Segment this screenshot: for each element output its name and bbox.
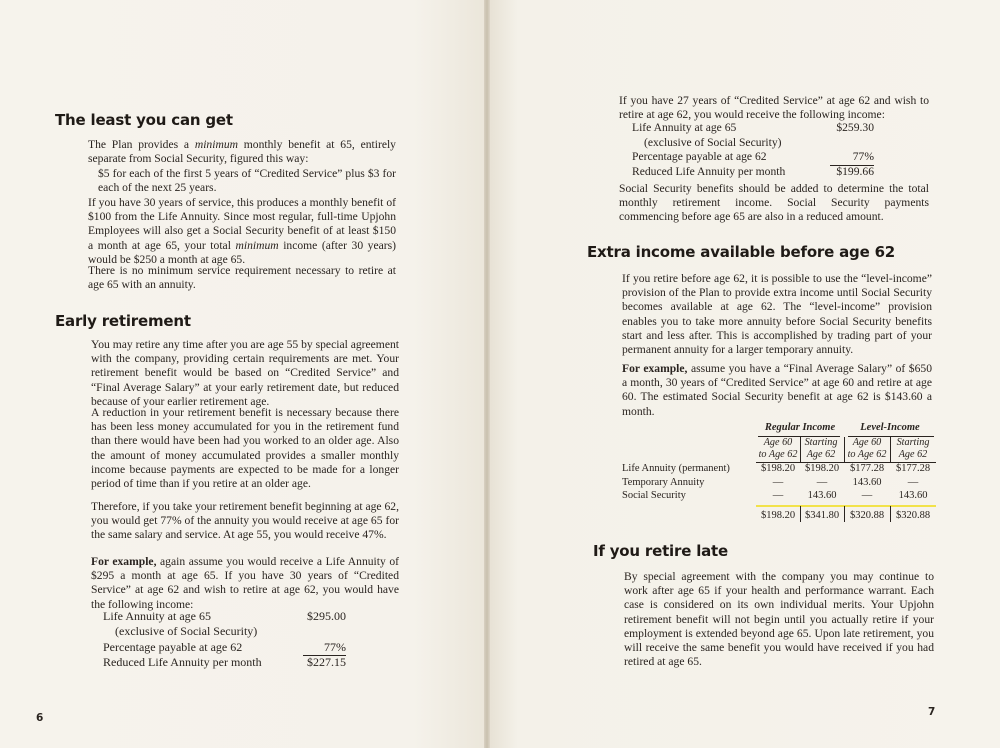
late-paragraph: By special agreement with the company you may continue to work after age 65 if your health and performance warrant. Each case is considered on its own individual merits. Your Upjohn retirement benefit will not begin until you actually retire if your employment is extended beyond age 65. Upon late retirement, you will receive the same benefit you would have received if you had retired at age 65. — [624, 570, 934, 669]
heading-early-retirement: Early retirement — [55, 312, 191, 330]
least-p3-text-end: income (after 30 years) would be $250 a month at age 65. — [88, 238, 397, 266]
intro-paragraph: If you have 27 years of “Credited Service” at age 62 and wish to retire at age 62, you would receive the following income: — [619, 94, 929, 122]
least-paragraph-3 — [88, 196, 396, 267]
social-security-note: Social Security benefits should be added to determine the total monthly retirement income. Social Security payments commencing before age 65 are also in a reduced amount. — [619, 182, 929, 224]
early-p4-text: again assume you would receive a Life Annuity of $295 a month at age 65. If you have 30 years of “Credited Service” at age 62 and wish to retire at age 62, you would have the following income: — [91, 555, 399, 611]
col-header-line1: Starting — [804, 437, 838, 448]
book-gutter — [484, 0, 490, 748]
calc-value-reduced: $199.66 — [836, 164, 874, 178]
col-header-level-age60 — [844, 437, 890, 461]
calc-label-reduced: Reduced Life Annuity per month — [103, 655, 262, 670]
table-cell: $177.28 — [849, 463, 885, 474]
early-paragraph-4 — [91, 555, 399, 612]
total-cell: $320.88 — [849, 510, 885, 521]
least-p1-text-end: monthly benefit at 65, entirely separate from Social Security, figured this way: — [88, 138, 396, 166]
least-paragraph-1 — [88, 138, 396, 166]
col-divider — [890, 506, 891, 522]
table-cell: — — [907, 477, 919, 488]
col-divider — [800, 506, 801, 522]
col-header-line2: to Age 62 — [758, 449, 798, 460]
calc-label-exclusive: (exclusive of Social Security) — [644, 135, 782, 149]
least-p1-emphasis: minimum — [194, 138, 238, 151]
total-cell: $198.20 — [760, 510, 796, 521]
calc-value-life-annuity: $259.30 — [836, 121, 874, 134]
page-number-left: 6 — [36, 712, 44, 724]
col-header-line1: Starting — [896, 437, 930, 448]
table-cell: — — [772, 490, 784, 501]
calc-value-percentage: 77% — [830, 150, 874, 166]
row-label: Temporary Annuity — [622, 477, 705, 488]
table-cell: 143.60 — [898, 490, 928, 501]
table-cell: 143.60 — [807, 490, 837, 501]
calc-value-life-annuity: $295.00 — [307, 609, 346, 623]
heading-extra-income: Extra income available before age 62 — [587, 243, 896, 261]
calc-label-reduced: Reduced Life Annuity per month — [632, 164, 786, 178]
col-divider — [844, 506, 845, 522]
calc-label-life-annuity: Life Annuity at age 65 — [632, 121, 737, 134]
extra-paragraph-2 — [622, 362, 932, 419]
table-cell: — — [861, 490, 873, 501]
col-header-line2: to Age 62 — [847, 449, 887, 460]
col-header-regular-starting62 — [800, 437, 842, 461]
right-income-calculation — [632, 121, 882, 179]
calc-label-life-annuity: Life Annuity at age 65 — [103, 609, 211, 623]
early-income-calculation — [103, 609, 353, 671]
heading-retire-late: If you retire late — [593, 542, 728, 560]
total-cell: $341.80 — [804, 510, 840, 521]
calc-value-reduced: $227.15 — [307, 655, 346, 670]
group-header-regular-income: Regular Income — [764, 422, 836, 433]
row-label: Life Annuity (permanent) — [622, 463, 730, 474]
calc-value-percentage: 77% — [303, 640, 346, 656]
table-cell: $177.28 — [895, 463, 931, 474]
table-cell: — — [816, 477, 828, 488]
col-header-line2: Age 62 — [898, 449, 928, 460]
total-highlight-rule — [756, 505, 936, 507]
group-header-level-income: Level-Income — [860, 422, 920, 433]
extra-paragraph-1: If you retire before age 62, it is possible to use the “level-income” provision of the Plan to provide extra income until Social Security becomes available at age 62. The “level-income” provision enables you to take more annuity before Social Security benefits start and less after. This is accomplished by trading part of your permanent annuity for a larger temporary annuity. — [622, 272, 932, 357]
table-cell: $198.20 — [804, 463, 840, 474]
col-header-regular-age60 — [756, 437, 800, 461]
extra-p2-lead: For example, — [622, 362, 688, 375]
table-cell: $198.20 — [760, 463, 796, 474]
total-cell: $320.88 — [895, 510, 931, 521]
extra-p2-text: assume you have a “Final Average Salary” of $650 a month, 30 years of “Credited Service” at age 60 and retire at age 60. The estimated Social Security benefit at age 62 is $143.60 a month. — [622, 362, 932, 418]
page-number-right: 7 — [928, 706, 936, 718]
least-p3-emphasis: minimum — [235, 238, 279, 252]
calc-label-percentage: Percentage payable at age 62 — [632, 150, 767, 164]
least-p3-text: If you have 30 years of service, this produces a monthly benefit of $100 from the Life Annuity. Since most regular, full-time Upjohn Employees will also get a Social Security benefit of at least $150 a month at age 65, your total — [88, 196, 396, 252]
table-cell: — — [772, 477, 784, 488]
heading-least-you-can-get: The least you can get — [55, 111, 233, 129]
calc-label-percentage: Percentage payable at age 62 — [103, 639, 243, 654]
least-p1-text: The Plan provides a — [88, 138, 195, 151]
least-paragraph-4: There is no minimum service requirement necessary to retire at age 65 with an annuity. — [88, 264, 396, 292]
early-p4-lead: For example, — [91, 555, 157, 568]
col-header-line1: Age 60 — [852, 437, 882, 448]
table-cell: 143.60 — [852, 477, 882, 488]
early-paragraph-1: You may retire any time after you are age 55 by special agreement with the company, providing certain requirements are met. Your retirement benefit would be based on “Credited Service” and “Final Average Salary” at your early retirement date, but reduced because of your earlier retirement age. — [91, 338, 399, 408]
col-header-line2: Age 62 — [806, 449, 836, 460]
col-header-line1: Age 60 — [763, 437, 793, 448]
early-paragraph-2: A reduction in your retirement benefit is necessary because there has been less money accumulated for you in the retirement fund than there would have been had you worked to an older age. Also the amount of money accumulated provides a smaller monthly income because payments are expected to be made for a longer period of time than if you retire at an older age. — [91, 406, 399, 491]
early-paragraph-3: Therefore, if you take your retirement benefit beginning at age 62, you would get 77% of the annuity you would receive at age 65 for the same salary and service. At age 55, you would receive 47%. — [91, 500, 399, 542]
row-label: Social Security — [622, 490, 686, 501]
col-header-level-starting62 — [890, 437, 936, 461]
least-paragraph-2: $5 for each of the first 5 years of “Credited Service” plus $3 for each of the next 25 years. — [98, 167, 396, 195]
calc-label-exclusive: (exclusive of Social Security) — [115, 624, 258, 639]
